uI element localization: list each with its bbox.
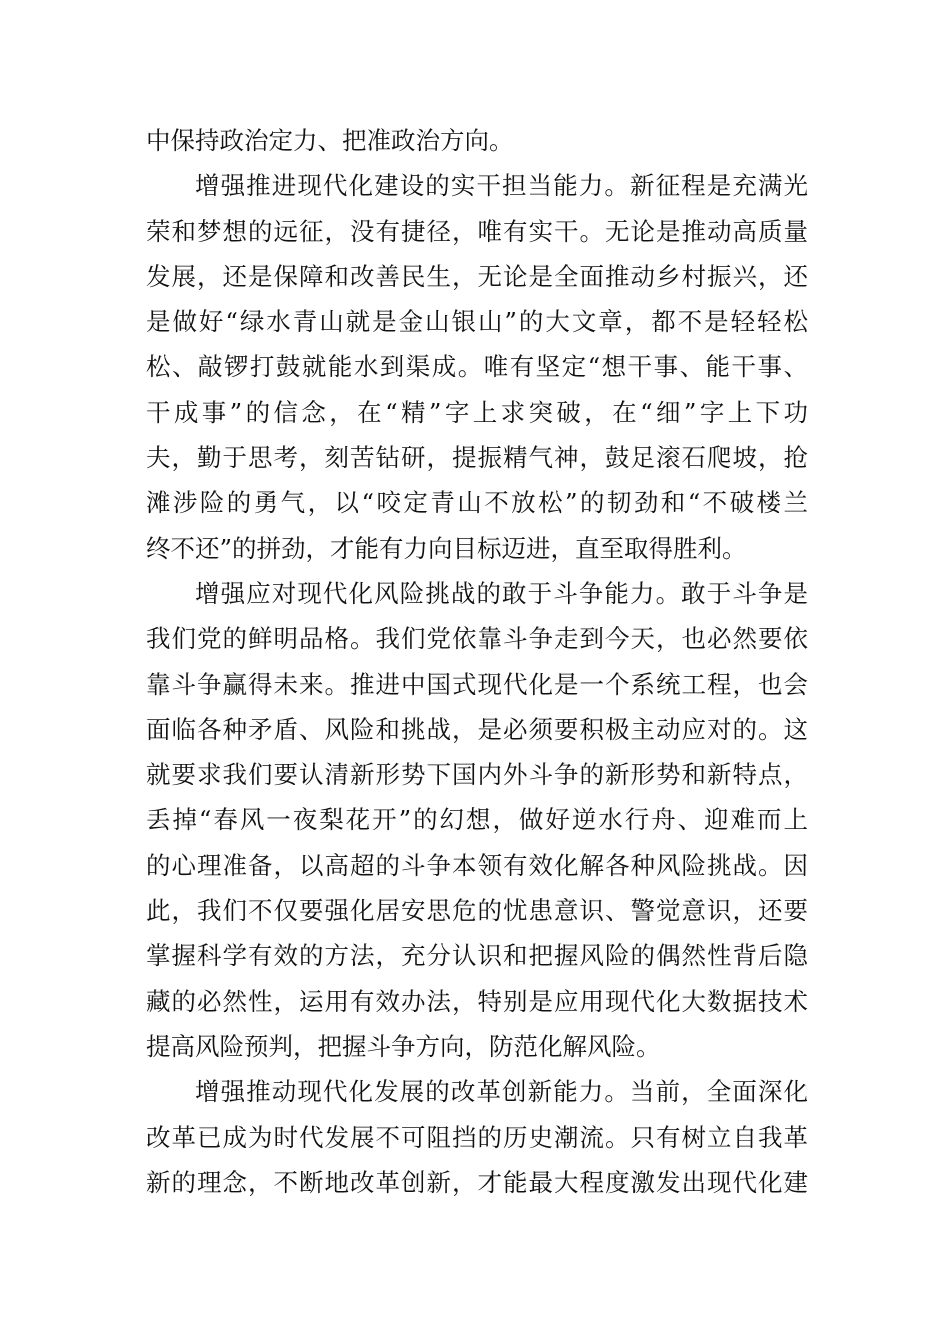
text-line: 夫，勤于思考，刻苦钻研，提振精气神，鼓足滚石爬坡，抢 xyxy=(146,443,808,473)
text-line: 增强应对现代化风险挑战的敢于斗争能力。敢于斗争是 xyxy=(195,578,808,608)
text-line: 改革已成为时代发展不可阻挡的历史潮流。只有树立自我革 xyxy=(146,1122,808,1152)
text-line: 此，我们不仅要强化居安思危的忧患意识、警觉意识，还要 xyxy=(146,896,808,926)
text-line: 我们党的鲜明品格。我们党依靠斗争走到今天，也必然要依 xyxy=(146,624,808,654)
text-line: 的心理准备，以高超的斗争本领有效化解各种风险挑战。因 xyxy=(146,850,808,880)
text-line: 干成事”的信念，在“精”字上求突破，在“细”字上下功 xyxy=(146,397,808,427)
text-line: 增强推进现代化建设的实干担当能力。新征程是充满光 xyxy=(195,171,808,201)
text-line: 掌握科学有效的方法，充分认识和把握风险的偶然性背后隐 xyxy=(146,941,808,971)
text-line: 是做好“绿水青山就是金山银山”的大文章，都不是轻轻松 xyxy=(146,307,808,337)
text-line: 滩涉险的勇气，以“咬定青山不放松”的韧劲和“不破楼兰 xyxy=(146,488,808,518)
document-body xyxy=(146,118,808,1205)
text-line: 提高风险预判，把握斗争方向，防范化解风险。 xyxy=(146,1031,661,1061)
text-line: 丢掉“春风一夜梨花开”的幻想，做好逆水行舟、迎难而上 xyxy=(146,805,808,835)
text-line: 增强推动现代化发展的改革创新能力。当前，全面深化 xyxy=(195,1077,808,1107)
text-line: 新的理念，不断地改革创新，才能最大程度激发出现代化建 xyxy=(146,1167,808,1197)
text-line: 中保持政治定力、把准政治方向。 xyxy=(146,126,514,155)
text-line: 荣和梦想的远征，没有捷径，唯有实干。无论是推动高质量 xyxy=(146,216,808,246)
text-line: 靠斗争赢得未来。推进中国式现代化是一个系统工程，也会 xyxy=(146,669,808,699)
text-line: 就要求我们要认清新形势下国内外斗争的新形势和新特点， xyxy=(146,760,808,790)
text-line: 藏的必然性，运用有效办法，特别是应用现代化大数据技术 xyxy=(146,986,808,1016)
text-line: 面临各种矛盾、风险和挑战，是必须要积极主动应对的。这 xyxy=(146,714,808,744)
text-line: 发展，还是保障和改善民生，无论是全面推动乡村振兴，还 xyxy=(146,261,808,291)
text-line: 松、敲锣打鼓就能水到渠成。唯有坚定“想干事、能干事、 xyxy=(146,352,808,382)
text-line: 终不还”的拼劲，才能有力向目标迈进，直至取得胜利。 xyxy=(146,533,747,563)
